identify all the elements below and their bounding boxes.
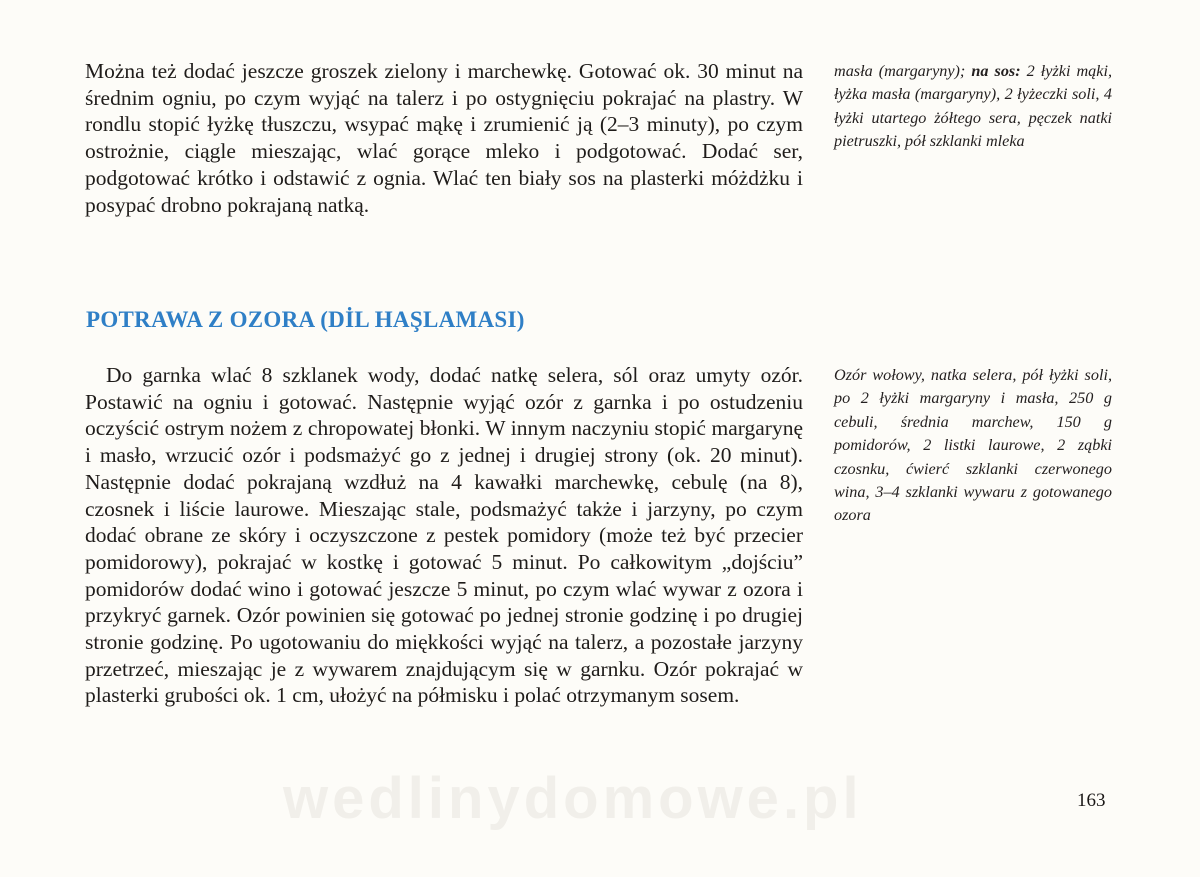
ingredients-sidebar: Ozór wołowy, natka selera, pół łyżki soli, po 2 łyżki margaryny i masła, 250 g cebuli, średnia marchew, 150 g pomidorów, 2 listki laurowe, 2 ząbki czosnku, ćwierć szklanki czerwonego wina, 3–4 szklanki wywaru z gotowanego ozora [834,366,1112,525]
ingredients-sidebar-text: masła (margaryny); [834,62,966,80]
recipe-instructions-text: Do garnka wlać 8 szklanek wody, dodać natkę selera, sól oraz umyty ozór. Postawić na ogniu i gotować. Następnie wyjąć ozór z garnka i po ostudzeniu oczyścić ostrym nożem z chropowatej błonki. W innym naczyniu stopić margarynę i masło, wrzucić ozór i podsmażyć go z jednej i drugiej strony (ok. 20 minut). Następnie dodać pokrajaną wzdłuż na 4 kawałki marchewkę, cebulę (na 8), czosnek i liście laurowe. Mieszając stale, podsmażyć także i jarzyny, po czym dodać obrane ze skóry i oczyszczone z pestek pomidory (może też być przecier pomidorowy), pokrajać w kostkę i gotować 5 minut. Po całkowitym „dojściu” pomidorów dodać wino i gotować jeszcze 5 minut, po czym wlać wywar z ozora i przykryć garnek. Ozór powinien się gotować po jednej stronie godzinę i po drugiej stronie godzinę. Po ugotowaniu do miękkości wyjąć na talerz, a pozostałe jarzyny przetrzeć, mieszając je z wywarem znajdującym się w garnku. Ozór pokrajać w plasterki grubości ok. 1 cm, ułożyć na półmisku i polać otrzymanym sosem. [85,363,803,708]
sauce-label: na sos: [971,62,1021,80]
sauce-ingredients-text: 2 łyżki mąki, łyżka masła (margaryny), 2 łyżeczki soli, 4 łyżki utartego żółtego sera, pęczek natki pietruszki, pół szklanki mleka [834,62,1113,151]
recipe-title: POTRAWA Z OZORA (DİL HAŞLAMASI) [86,307,525,332]
recipe-continuation-text: Można też dodać jeszcze groszek zielony i marchewkę. Gotować ok. 30 minut na średnim ogniu, po czym wyjąć na talerz i po ostygnięciu pokrajać na plastry. W rondlu stopić łyżkę tłuszczu, wsypać mąkę i zrumienić ją (2–3 minuty), po czym ostrożnie, ciągle mieszając, wlać gorące mleko i podgotować. Dodać ser, podgotować krótko i odstawić z ognia. Wlać ten biały sos na plasterki móżdżku i posypać drobno pokrajaną natką. [85,59,803,217]
page-number: 163 [1077,790,1106,811]
watermark: wedlinydomowe.pl [283,766,863,831]
ingredients-sidebar-continuation [834,60,1112,154]
